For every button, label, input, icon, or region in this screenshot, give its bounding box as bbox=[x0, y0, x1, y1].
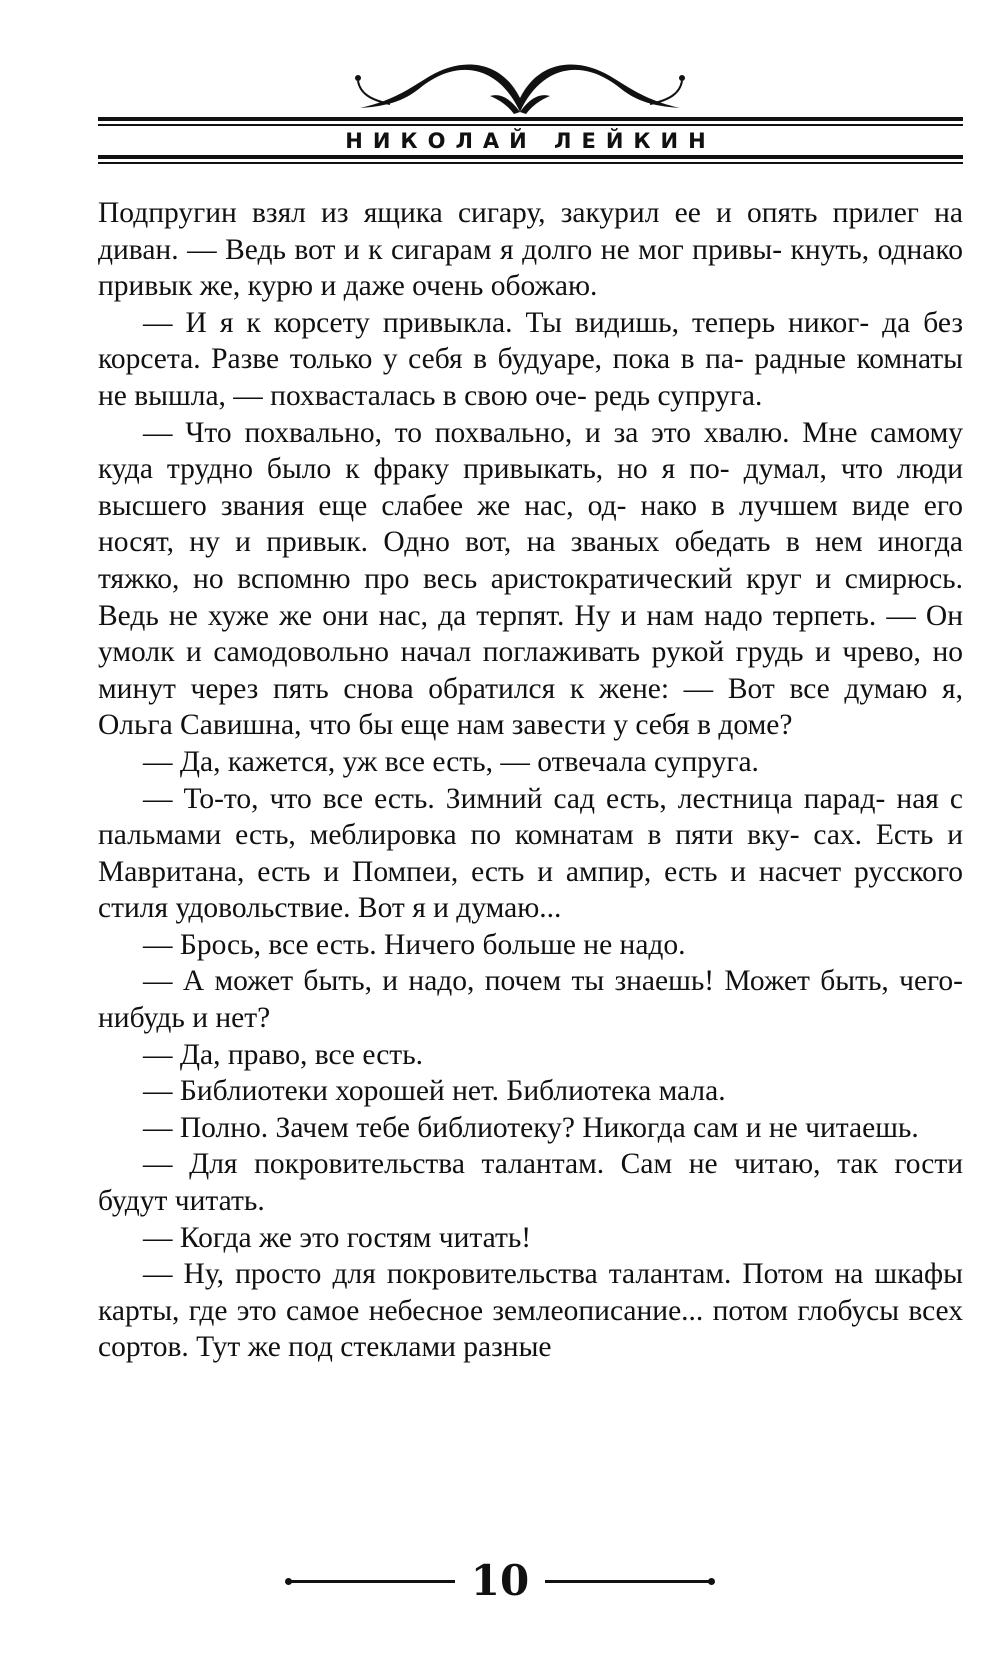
paragraph: — Да, право, все есть. bbox=[143, 1038, 424, 1071]
folio-rule-right bbox=[545, 1580, 710, 1583]
header-rule-bottom-thin bbox=[98, 162, 963, 164]
page-number: 10 bbox=[470, 1556, 530, 1605]
header-rule-top bbox=[98, 117, 963, 121]
paragraph: — Ну, просто для покровительства талантам. Потом на шкафы карты, где это самое небесное землеописание... потом глобусы всех сортов. Тут же под стеклами разные bbox=[98, 1258, 963, 1364]
paragraph: — То-то, что все есть. Зимний сад есть, лестница парад- ная с пальмами есть, меблировка по комнатам в пяти вку- сах. Есть и Мавритана, есть и Помпеи, есть и ампир, есть и насчет русского стиля удовольствие. Вот я и думаю... bbox=[98, 782, 963, 925]
paragraph: — Да, кажется, уж все есть, — отвечала супруга. bbox=[143, 745, 759, 778]
header-rule-bottom bbox=[98, 155, 963, 159]
folio-dot-right bbox=[708, 1578, 715, 1585]
paragraph: — А может быть, и надо, почем ты знаешь! Может быть, чего-нибудь и нет? bbox=[98, 965, 963, 1035]
paragraph: — Когда же это гостям читать! bbox=[143, 1221, 532, 1254]
paragraph: — Полно. Зачем тебе библиотеку? Никогда сам и не читаешь. bbox=[143, 1111, 919, 1144]
paragraph: Подпругин взял из ящика сигару, закурил ее и опять прилег на диван. — Ведь вот и к сигарам я долго не мог привы- кнуть, однако привык же, курю и даже очень обожаю. bbox=[98, 197, 963, 303]
paragraph: — Брось, все есть. Ничего больше не надо. bbox=[143, 928, 686, 961]
header-rule-top-thin bbox=[98, 124, 963, 126]
folio-rule-left bbox=[290, 1580, 455, 1583]
body-text bbox=[98, 195, 963, 1366]
paragraph: — И я к корсету привыкла. Ты видишь, теперь никог- да без корсета. Разве только у себя в будуаре, пока в па- радные комнаты не вышла, — похвасталась в свою оче- редь супруга. bbox=[98, 306, 963, 412]
paragraph: — Что похвально, то похвально, и за это хвалю. Мне самому куда трудно было к фраку привыкать, но я по- думал, что люди высшего звания еще слабее же нас, од- нако в лучшем виде его носят, ну и привык. Одно вот, на званых обедать в нем иногда тяжко, но вспомню про весь аристократический круг и смирюсь. Ведь не хуже же они нас, да терпят. Ну и нам надо терпеть. — Он умолк и самодовольно начал поглаживать рукой грудь и чрево, но минут через пять снова обратился к жене: — Вот все думаю я, Ольга Савишна, что бы еще нам завести у себя в доме? bbox=[98, 416, 963, 742]
paragraph: — Для покровительства талантам. Сам не читаю, так гости будут читать. bbox=[98, 1148, 963, 1218]
paragraph: — Библиотеки хорошей нет. Библиотека мала. bbox=[143, 1075, 726, 1108]
running-head-author: НИКОЛАЙ ЛЕЙКИН bbox=[345, 129, 716, 153]
flourish-ornament-icon bbox=[350, 48, 690, 118]
